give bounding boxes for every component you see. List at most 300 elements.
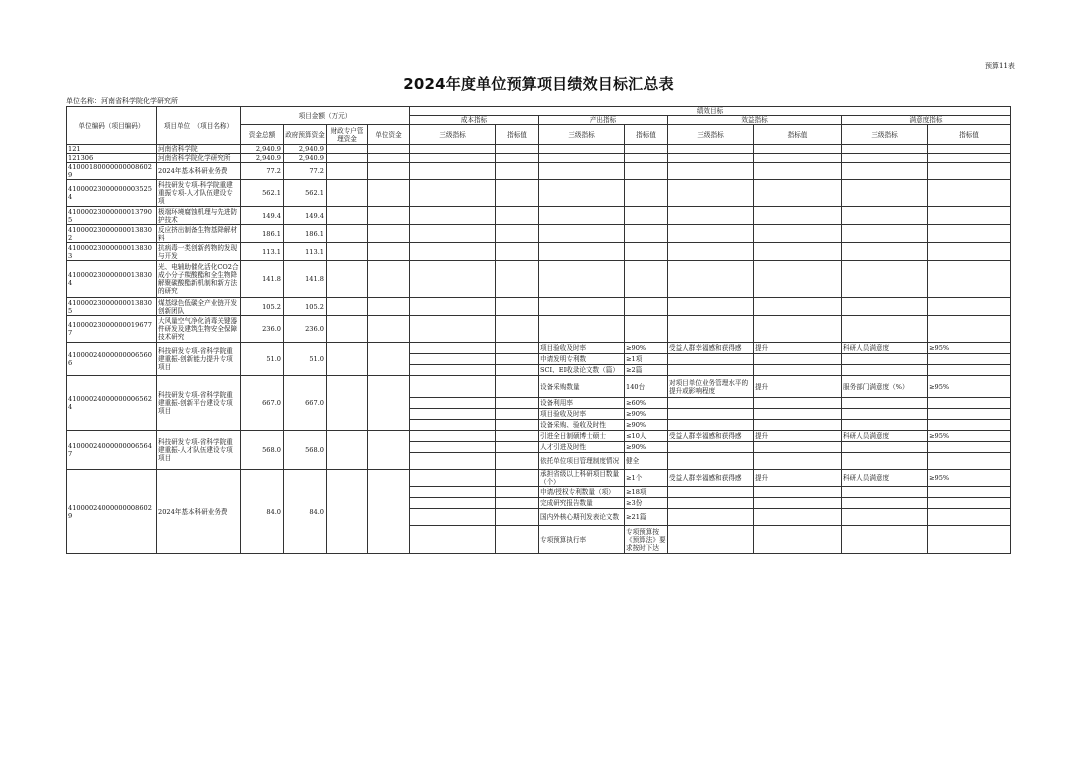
gov-budget-cell: 2,940.9	[284, 145, 327, 154]
total-cell: 113.1	[241, 243, 284, 261]
gov-budget-cell: 113.1	[284, 243, 327, 261]
empty-cell	[410, 376, 496, 398]
empty-cell	[410, 431, 496, 442]
empty-cell	[496, 487, 539, 498]
empty-cell	[496, 498, 539, 509]
header-performance-target: 绩效目标	[410, 107, 1011, 116]
empty-cell	[496, 470, 539, 487]
unit-code-cell: 410000230000000196777	[67, 316, 157, 343]
table-row	[67, 225, 1011, 243]
header-satisfaction-indicator: 满意度指标	[842, 116, 1011, 125]
output-value-cell: ≥90%	[625, 442, 668, 453]
table-row	[67, 298, 1011, 316]
satisfaction-value-cell: ≥95%	[928, 343, 1011, 354]
empty-cell	[625, 154, 668, 163]
empty-cell	[754, 145, 842, 154]
empty-cell	[668, 261, 754, 298]
header-amount: 项目金额（万元）	[241, 107, 410, 125]
empty-cell	[410, 409, 496, 420]
page-title: 2024年度单位预算项目绩效目标汇总表	[403, 75, 674, 93]
satisfaction-indicator-cell: 科研人员满意度	[842, 343, 928, 354]
empty-cell	[668, 453, 754, 470]
header-ind-value: 指标值	[625, 125, 668, 145]
empty-cell	[842, 509, 928, 526]
empty-cell	[410, 145, 496, 154]
table-row	[67, 243, 1011, 261]
output-value-cell: 健全	[625, 453, 668, 470]
gov-budget-cell: 51.0	[284, 343, 327, 376]
empty-cell	[327, 376, 368, 431]
empty-cell	[410, 470, 496, 487]
empty-cell	[842, 243, 928, 261]
table-row	[67, 154, 1011, 163]
empty-cell	[410, 442, 496, 453]
output-value-cell: ≥90%	[625, 420, 668, 431]
empty-cell	[842, 145, 928, 154]
empty-cell	[410, 316, 496, 343]
empty-cell	[928, 225, 1011, 243]
empty-cell	[539, 316, 625, 343]
unit-code-cell: 410000240000000086029	[67, 470, 157, 554]
empty-cell	[928, 207, 1011, 225]
empty-cell	[327, 163, 368, 180]
gov-budget-cell: 568.0	[284, 431, 327, 470]
empty-cell	[410, 163, 496, 180]
empty-cell	[327, 298, 368, 316]
empty-cell	[668, 298, 754, 316]
empty-cell	[668, 354, 754, 365]
empty-cell	[496, 154, 539, 163]
empty-cell	[754, 243, 842, 261]
empty-cell	[625, 225, 668, 243]
project-name-cell: 煤基绿色低碳全产业链开发创新团队	[157, 298, 241, 316]
empty-cell	[928, 365, 1011, 376]
satisfaction-indicator-cell: 科研人员满意度	[842, 470, 928, 487]
header-level3: 三级指标	[539, 125, 625, 145]
empty-cell	[539, 225, 625, 243]
empty-cell	[625, 207, 668, 225]
total-cell: 51.0	[241, 343, 284, 376]
empty-cell	[410, 225, 496, 243]
empty-cell	[368, 180, 410, 207]
empty-cell	[928, 409, 1011, 420]
empty-cell	[496, 343, 539, 354]
empty-cell	[754, 409, 842, 420]
empty-cell	[327, 225, 368, 243]
empty-cell	[842, 225, 928, 243]
header-unit-funds: 单位资金	[368, 125, 410, 145]
output-indicator-cell: 项目验收及时率	[539, 343, 625, 354]
header-benefit-indicator: 效益指标	[668, 116, 842, 125]
total-cell: 2,940.9	[241, 154, 284, 163]
output-indicator-cell: 设备采购、验收及时性	[539, 420, 625, 431]
unit-code-cell: 410000230000000138302	[67, 225, 157, 243]
benefit-value-cell: 提升	[754, 376, 842, 398]
unit-code-cell: 410000230000000137905	[67, 207, 157, 225]
unit-name: 单位名称：河南省科学院化学研究所	[66, 97, 178, 105]
header-cost-indicator: 成本指标	[410, 116, 539, 125]
header-level3: 三级指标	[842, 125, 928, 145]
empty-cell	[410, 487, 496, 498]
empty-cell	[754, 261, 842, 298]
empty-cell	[625, 243, 668, 261]
empty-cell	[928, 180, 1011, 207]
empty-cell	[668, 509, 754, 526]
empty-cell	[327, 316, 368, 343]
empty-cell	[668, 316, 754, 343]
empty-cell	[368, 470, 410, 554]
empty-cell	[754, 163, 842, 180]
project-name-cell: 科技研发专项-省科学院重建重振-人才队伍建设专项项目	[157, 431, 241, 470]
empty-cell	[410, 453, 496, 470]
gov-budget-cell: 236.0	[284, 316, 327, 343]
header-finance-special: 财政专户管理资金	[327, 125, 368, 145]
empty-cell	[842, 298, 928, 316]
project-name-cell: 光、电辅助催化活化CO2合成小分子羰酸酯和全生物降解聚碳酸酯新机制和新方法的研究	[157, 261, 241, 298]
empty-cell	[410, 365, 496, 376]
gov-budget-cell: 84.0	[284, 470, 327, 554]
empty-cell	[496, 243, 539, 261]
benefit-value-cell: 提升	[754, 343, 842, 354]
empty-cell	[327, 180, 368, 207]
empty-cell	[754, 180, 842, 207]
empty-cell	[496, 376, 539, 398]
empty-cell	[496, 420, 539, 431]
satisfaction-indicator-cell: 科研人员满意度	[842, 431, 928, 442]
empty-cell	[842, 180, 928, 207]
output-indicator-cell: 申请发明专利数	[539, 354, 625, 365]
empty-cell	[625, 180, 668, 207]
benefit-indicator-cell: 对项目单位业务管理水平的提升或影响程度	[668, 376, 754, 398]
table-body	[67, 145, 1011, 554]
empty-cell	[625, 298, 668, 316]
empty-cell	[496, 145, 539, 154]
empty-cell	[928, 145, 1011, 154]
empty-cell	[668, 154, 754, 163]
gov-budget-cell: 105.2	[284, 298, 327, 316]
table-row	[67, 180, 1011, 207]
empty-cell	[539, 261, 625, 298]
empty-cell	[539, 154, 625, 163]
empty-cell	[668, 420, 754, 431]
table-row	[67, 470, 1011, 487]
gov-budget-cell: 562.1	[284, 180, 327, 207]
empty-cell	[754, 207, 842, 225]
empty-cell	[410, 298, 496, 316]
output-indicator-cell: 项目验收及时率	[539, 409, 625, 420]
empty-cell	[754, 298, 842, 316]
unit-code-cell: 410000240000000065647	[67, 431, 157, 470]
header-level3: 三级指标	[668, 125, 754, 145]
unit-code-cell: 121306	[67, 154, 157, 163]
empty-cell	[668, 409, 754, 420]
header-ind-value: 指标值	[496, 125, 539, 145]
empty-cell	[754, 316, 842, 343]
empty-cell	[668, 442, 754, 453]
satisfaction-value-cell: ≥95%	[928, 431, 1011, 442]
total-cell: 141.8	[241, 261, 284, 298]
performance-table	[66, 106, 1011, 554]
empty-cell	[496, 431, 539, 442]
empty-cell	[754, 154, 842, 163]
gov-budget-cell: 149.4	[284, 207, 327, 225]
empty-cell	[368, 316, 410, 343]
empty-cell	[754, 442, 842, 453]
header-ind-value: 指标值	[928, 125, 1011, 145]
gov-budget-cell: 141.8	[284, 261, 327, 298]
satisfaction-indicator-cell: 服务部门满意度（%）	[842, 376, 928, 398]
table-row	[67, 145, 1011, 154]
empty-cell	[410, 398, 496, 409]
empty-cell	[928, 526, 1011, 554]
empty-cell	[410, 343, 496, 354]
empty-cell	[496, 526, 539, 554]
empty-cell	[928, 354, 1011, 365]
output-value-cell: ≥90%	[625, 343, 668, 354]
output-indicator-cell: 完成研究报告数量	[539, 498, 625, 509]
unit-code-cell: 410000230000000138303	[67, 243, 157, 261]
empty-cell	[928, 498, 1011, 509]
empty-cell	[327, 261, 368, 298]
empty-cell	[754, 509, 842, 526]
project-name-cell: 科技研发专项-科学院重建重振专项-人才队伍建设专项	[157, 180, 241, 207]
empty-cell	[327, 343, 368, 376]
empty-cell	[410, 498, 496, 509]
empty-cell	[842, 354, 928, 365]
gov-budget-cell: 667.0	[284, 376, 327, 431]
empty-cell	[496, 163, 539, 180]
header-ind-value: 指标值	[754, 125, 842, 145]
output-value-cell: ≥1项	[625, 354, 668, 365]
total-cell: 77.2	[241, 163, 284, 180]
empty-cell	[928, 487, 1011, 498]
benefit-indicator-cell: 受益人群幸福感和获得感	[668, 343, 754, 354]
project-name-cell: 2024年基本科研业务费	[157, 163, 241, 180]
empty-cell	[496, 409, 539, 420]
output-value-cell: ≥21篇	[625, 509, 668, 526]
empty-cell	[368, 243, 410, 261]
empty-cell	[928, 442, 1011, 453]
empty-cell	[754, 526, 842, 554]
benefit-indicator-cell: 受益人群幸福感和获得感	[668, 470, 754, 487]
header-level3: 三级指标	[410, 125, 496, 145]
empty-cell	[368, 163, 410, 180]
output-value-cell: ≥2篇	[625, 365, 668, 376]
empty-cell	[625, 145, 668, 154]
empty-cell	[410, 526, 496, 554]
output-value-cell: ≥90%	[625, 409, 668, 420]
empty-cell	[368, 225, 410, 243]
empty-cell	[410, 207, 496, 225]
form-number: 预算11表	[985, 62, 1015, 70]
empty-cell	[496, 453, 539, 470]
empty-cell	[625, 163, 668, 180]
empty-cell	[539, 163, 625, 180]
empty-cell	[496, 316, 539, 343]
empty-cell	[410, 420, 496, 431]
empty-cell	[842, 154, 928, 163]
total-cell: 149.4	[241, 207, 284, 225]
empty-cell	[842, 163, 928, 180]
empty-cell	[327, 431, 368, 470]
empty-cell	[410, 180, 496, 207]
benefit-indicator-cell: 受益人群幸福感和获得感	[668, 431, 754, 442]
empty-cell	[496, 261, 539, 298]
unit-code-cell: 410000230000000035254	[67, 180, 157, 207]
empty-cell	[368, 431, 410, 470]
empty-cell	[496, 354, 539, 365]
empty-cell	[668, 487, 754, 498]
empty-cell	[410, 354, 496, 365]
total-cell: 105.2	[241, 298, 284, 316]
empty-cell	[368, 207, 410, 225]
project-name-cell: 2024年基本科研业务费	[157, 470, 241, 554]
empty-cell	[496, 180, 539, 207]
empty-cell	[842, 261, 928, 298]
output-indicator-cell: 承担省级以上科研项目数量（个）	[539, 470, 625, 487]
total-cell: 568.0	[241, 431, 284, 470]
output-value-cell: ≥3份	[625, 498, 668, 509]
output-value-cell: ≤10人	[625, 431, 668, 442]
empty-cell	[668, 145, 754, 154]
empty-cell	[368, 298, 410, 316]
empty-cell	[368, 261, 410, 298]
header-project-unit: 项目单位 （项目名称）	[157, 107, 241, 145]
empty-cell	[842, 453, 928, 470]
table-row	[67, 207, 1011, 225]
empty-cell	[496, 225, 539, 243]
output-indicator-cell: 人才引进及时性	[539, 442, 625, 453]
empty-cell	[410, 261, 496, 298]
empty-cell	[327, 207, 368, 225]
empty-cell	[668, 163, 754, 180]
total-cell: 236.0	[241, 316, 284, 343]
empty-cell	[327, 243, 368, 261]
empty-cell	[539, 243, 625, 261]
gov-budget-cell: 186.1	[284, 225, 327, 243]
output-value-cell: 140台	[625, 376, 668, 398]
empty-cell	[842, 207, 928, 225]
empty-cell	[668, 365, 754, 376]
empty-cell	[368, 343, 410, 376]
output-indicator-cell: 专项预算执行率	[539, 526, 625, 554]
table-row	[67, 343, 1011, 354]
project-name-cell: 科技研发专项-省科学院重建重振-创新能力提升专项项目	[157, 343, 241, 376]
table-row	[67, 316, 1011, 343]
empty-cell	[625, 261, 668, 298]
unit-code-cell: 410000230000000138305	[67, 298, 157, 316]
empty-cell	[928, 509, 1011, 526]
unit-code-cell: 410001800000000086029	[67, 163, 157, 180]
header-output-indicator: 产出指标	[539, 116, 668, 125]
empty-cell	[842, 442, 928, 453]
empty-cell	[754, 398, 842, 409]
project-name-cell: 反应挤出制备生物基降解材料	[157, 225, 241, 243]
empty-cell	[410, 509, 496, 526]
satisfaction-value-cell: ≥95%	[928, 470, 1011, 487]
empty-cell	[496, 509, 539, 526]
gov-budget-cell: 2,940.9	[284, 154, 327, 163]
empty-cell	[668, 225, 754, 243]
empty-cell	[842, 487, 928, 498]
project-name-cell: 极端环境腐蚀机理与先进防护技术	[157, 207, 241, 225]
empty-cell	[928, 298, 1011, 316]
output-indicator-cell: SCI、EI收录论文数（篇）	[539, 365, 625, 376]
table-row	[67, 431, 1011, 442]
empty-cell	[327, 154, 368, 163]
output-value-cell: 专项预算按《预算法》要求按时下达	[626, 527, 666, 552]
empty-cell	[842, 498, 928, 509]
empty-cell	[327, 145, 368, 154]
empty-cell	[842, 316, 928, 343]
empty-cell	[539, 180, 625, 207]
project-name-cell: 科技研发专项-省科学院重建重振-创新平台建设专项项目	[157, 376, 241, 431]
total-cell: 562.1	[241, 180, 284, 207]
empty-cell	[842, 409, 928, 420]
gov-budget-cell: 77.2	[284, 163, 327, 180]
output-indicator-cell: 设备利用率	[539, 398, 625, 409]
project-name-cell: 抗病毒一类创新药物的发现与开发	[157, 243, 241, 261]
empty-cell	[539, 298, 625, 316]
empty-cell	[368, 376, 410, 431]
output-indicator-cell: 国内外核心期刊发表论文数	[539, 509, 625, 526]
empty-cell	[842, 526, 928, 554]
empty-cell	[928, 453, 1011, 470]
empty-cell	[496, 398, 539, 409]
empty-cell	[928, 420, 1011, 431]
empty-cell	[928, 398, 1011, 409]
empty-cell	[928, 163, 1011, 180]
output-value-cell: ≥60%	[625, 398, 668, 409]
empty-cell	[496, 442, 539, 453]
empty-cell	[754, 365, 842, 376]
header-gov-budget: 政府预算资金	[284, 125, 327, 145]
satisfaction-value-cell: ≥95%	[928, 376, 1011, 398]
unit-code-cell: 410000240000000065606	[67, 343, 157, 376]
empty-cell	[754, 225, 842, 243]
project-name-cell: 河南省科学院化学研究所	[157, 154, 241, 163]
empty-cell	[496, 365, 539, 376]
project-name-cell: 河南省科学院	[157, 145, 241, 154]
empty-cell	[754, 354, 842, 365]
output-value-cell: ≥1个	[625, 470, 668, 487]
empty-cell	[668, 180, 754, 207]
total-cell: 84.0	[241, 470, 284, 554]
empty-cell	[668, 243, 754, 261]
empty-cell	[327, 470, 368, 554]
output-indicator-cell: 引进全日制硕博士硕士	[539, 431, 625, 442]
empty-cell	[625, 316, 668, 343]
empty-cell	[754, 498, 842, 509]
empty-cell	[368, 154, 410, 163]
total-cell: 186.1	[241, 225, 284, 243]
benefit-value-cell: 提升	[754, 470, 842, 487]
empty-cell	[928, 154, 1011, 163]
empty-cell	[410, 154, 496, 163]
output-indicator-cell: 依托单位项目管理制度情况	[539, 453, 625, 470]
empty-cell	[842, 365, 928, 376]
output-indicator-cell: 设备采购数量	[539, 376, 625, 398]
empty-cell	[668, 498, 754, 509]
empty-cell	[668, 398, 754, 409]
table-row	[67, 261, 1011, 298]
empty-cell	[668, 526, 754, 554]
output-indicator-cell: 申请/授权专利数量（项）	[539, 487, 625, 498]
table-row	[67, 376, 1011, 398]
benefit-value-cell: 提升	[754, 431, 842, 442]
empty-cell	[928, 316, 1011, 343]
empty-cell	[842, 398, 928, 409]
